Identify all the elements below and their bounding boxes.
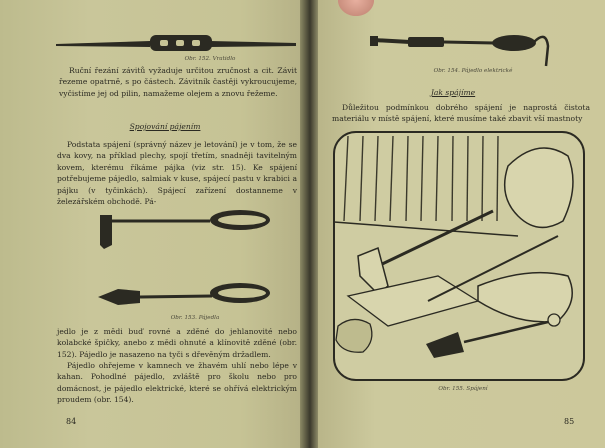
paragraph: Pájedlo ohřejeme v kamnech ve žhavém uhlí nebo lépe v kahan. Pohodlné pájedlo, zvláště pro školu nebo pro domácnost, je pájedlo elektrické, které se ohřívá elektrickým proudem (obr. 154). [57, 361, 297, 405]
right-page [318, 0, 605, 448]
left-page [0, 0, 300, 448]
paragraph: Důležitou podmínkou dobrého spájení je naprostá čistota materiálu v místě spájení, které musíme také zbavit vší mastnoty [332, 103, 590, 124]
tap-wrench-illustration [0, 0, 300, 60]
paragraph: jedlo je z mědi buď rovné a zděné do jehlanovité nebo kolabcké špičky, anebo z mědi ohnuté a klínovitě zděné (obr. 152). Pájedlo je nasazeno na tyči s dřevěným držadlem. [57, 327, 297, 359]
page-number: 84 [66, 417, 77, 426]
page-number: 85 [564, 417, 575, 426]
thumb-holding-book [338, 0, 374, 16]
section-heading: Spojování pájením [129, 122, 201, 131]
figure-caption: Obr. 155. Spájení [438, 386, 488, 392]
paragraph: Ruční řezání závitů vyžaduje určitou zručnost a cit. Závit řezeme opatrně, s po částech. Závitník častěji vykroucujeme, vyčistíme jej od pilin, namažeme olejem a znovu řežeme. [59, 66, 297, 98]
section-heading: Jak spájíme [430, 88, 476, 97]
soldering-irons-illustration [0, 205, 300, 305]
figure-caption: Obr. 152. Vratidlo [184, 56, 236, 62]
figure-caption: Obr. 153. Pájedla [170, 315, 220, 321]
figure-caption: Obr. 154. Pájedlo elektrické [433, 68, 513, 74]
soldering-scene-illustration [318, 126, 605, 386]
paragraph: Podstata spájení (správný název je letování) je v tom, že se dva kovy, na příklad plechy, spojí třetím, snadněji tavitelným kovem, kterému říkáme pájka (viz str. 15). Ke spájení potřebujeme pájedlo, salmiak v kuse, spájecí pastu v krabici a pájku (v tyčinkách). Spájecí zařízení dostanneme v železářském obchodě. Pá- [57, 140, 297, 207]
book-gutter [300, 0, 318, 448]
